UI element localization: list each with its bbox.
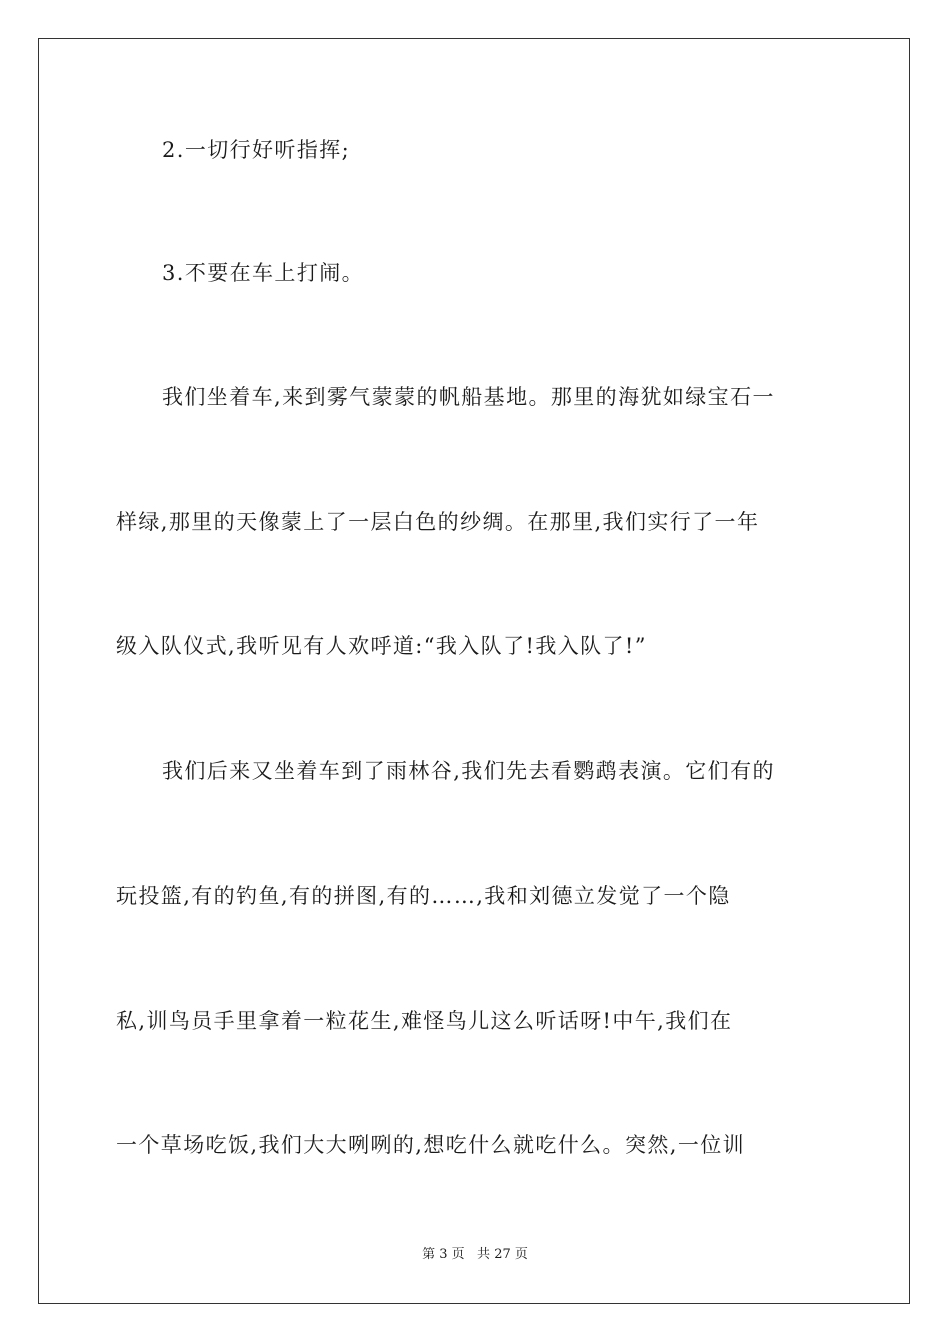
page-number-footer: 第 3 页 共 27 页: [422, 1247, 528, 1262]
paragraph-2-line-1: 我们后来又坐着车到了雨林谷,我们先去看鹦鹉表演。它们有的: [162, 759, 775, 783]
paragraph-2-line-3: 私,训鸟员手里拿着一粒花生,难怪鸟儿这么听话呀!中午,我们在: [116, 1009, 733, 1033]
paragraph-1-line-3: 级入队仪式,我听见有人欢呼道:“我入队了!我入队了!”: [116, 634, 647, 658]
list-item-2: 2.一切行好听指挥;: [162, 138, 351, 162]
page-border: [38, 38, 910, 1304]
paragraph-1-line-1: 我们坐着车,来到雾气蒙蒙的帆船基地。那里的海犹如绿宝石一: [162, 385, 775, 409]
paragraph-1-line-2: 样绿,那里的天像蒙上了一层白色的纱绸。在那里,我们实行了一年: [116, 510, 760, 534]
paragraph-2-line-2: 玩投篮,有的钓鱼,有的拼图,有的……,我和刘德立发觉了一个隐: [116, 884, 731, 908]
paragraph-2-line-4: 一个草场吃饭,我们大大咧咧的,想吃什么就吃什么。突然,一位训: [116, 1133, 746, 1157]
list-item-3: 3.不要在车上打闹。: [162, 261, 365, 285]
